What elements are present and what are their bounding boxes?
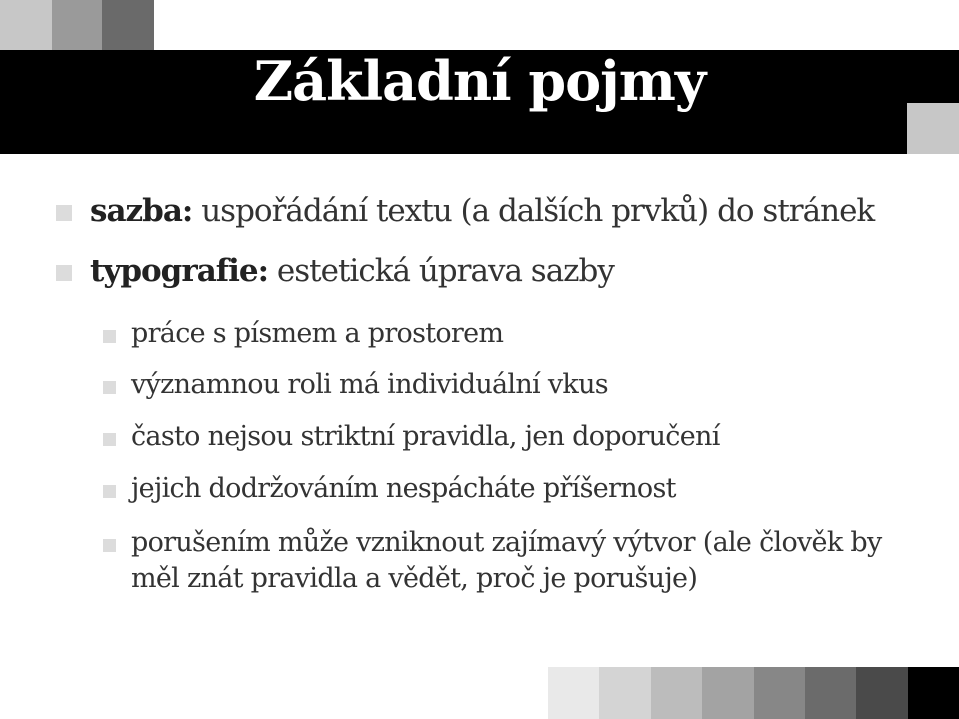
decor-square [908, 667, 959, 719]
term-label: typografie: [90, 253, 269, 289]
term-label: sazba: [90, 193, 193, 229]
bullet-icon [103, 433, 116, 446]
sub-list-item: často nejsou striktní pravidla, jen doporučení [131, 421, 720, 452]
term-definition: uspořádání textu (a dalších prvků) do stránek [192, 193, 875, 229]
decor-square [599, 667, 650, 719]
bullet-icon [103, 539, 116, 552]
decor-square [702, 667, 753, 719]
slide-title: Základní pojmy [253, 49, 706, 113]
bullet-icon [103, 330, 116, 343]
bullet-icon [103, 381, 116, 394]
bullet-icon [103, 485, 116, 498]
decor-square [754, 667, 805, 719]
decor-square [548, 667, 599, 719]
decor-square-top-1 [0, 0, 52, 50]
decor-square-top-3 [102, 0, 154, 50]
bullet-icon [56, 265, 72, 281]
decor-square [805, 667, 856, 719]
decor-square-top-2 [52, 0, 102, 50]
list-item [90, 193, 874, 229]
decor-strip-bottom [548, 667, 959, 719]
decor-square-right [907, 103, 959, 154]
sub-list-item: významnou roli má individuální vkus [131, 369, 608, 400]
sub-list-item: jejich dodržováním nespácháte příšernost [131, 473, 676, 504]
term-definition: estetická úprava sazby [268, 253, 614, 289]
decor-square [856, 667, 907, 719]
bullet-icon [56, 205, 72, 221]
list-item [90, 253, 614, 289]
decor-square [651, 667, 702, 719]
sub-list-item: porušením může vzniknout zajímavý výtvor (ale člověk by měl znát pravidla a vědět, proč je porušuje) [131, 527, 882, 594]
sub-list-item: práce s písmem a prostorem [131, 318, 504, 349]
